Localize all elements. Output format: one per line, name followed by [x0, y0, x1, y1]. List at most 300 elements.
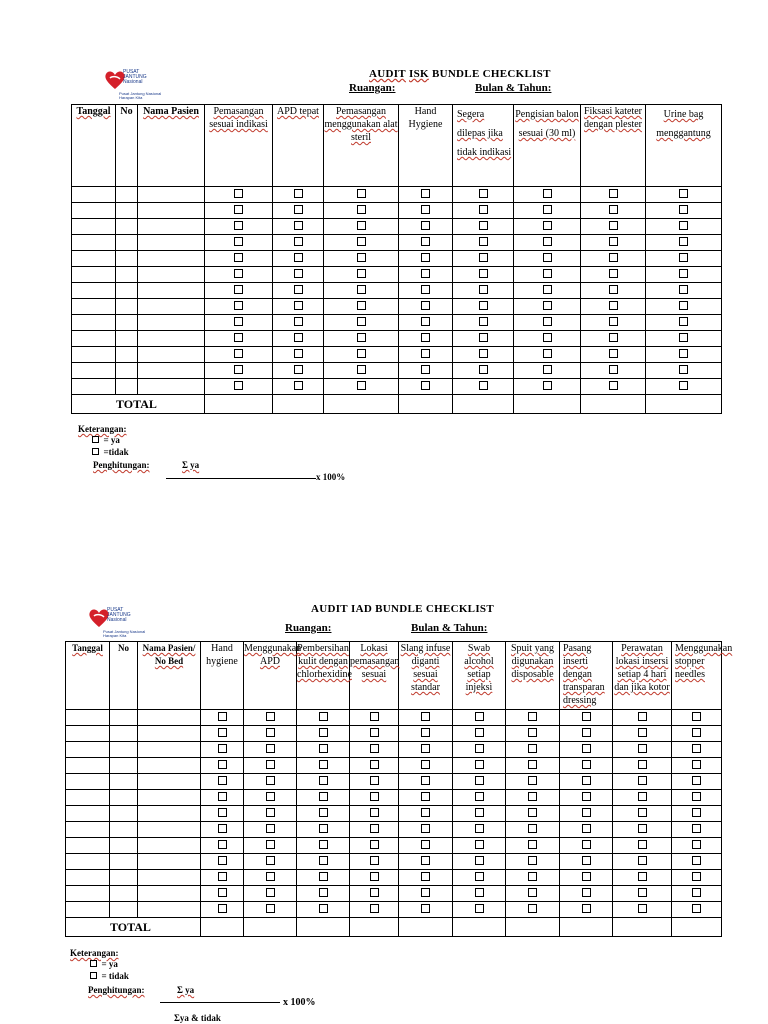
- entry-cell[interactable]: [66, 902, 110, 918]
- checkbox-icon[interactable]: [528, 760, 537, 769]
- checkbox-cell[interactable]: [399, 822, 453, 838]
- entry-cell[interactable]: [72, 219, 116, 235]
- checkbox-icon[interactable]: [609, 301, 618, 310]
- checkbox-icon[interactable]: [234, 333, 243, 342]
- checkbox-cell[interactable]: [201, 806, 244, 822]
- checkbox-icon[interactable]: [357, 349, 366, 358]
- checkbox-icon[interactable]: [528, 744, 537, 753]
- checkbox-cell[interactable]: [672, 870, 722, 886]
- checkbox-icon[interactable]: [421, 285, 430, 294]
- checkbox-cell[interactable]: [273, 363, 324, 379]
- checkbox-cell[interactable]: [273, 379, 324, 395]
- checkbox-icon[interactable]: [475, 744, 484, 753]
- entry-cell[interactable]: [116, 363, 138, 379]
- checkbox-cell[interactable]: [399, 379, 453, 395]
- checkbox-cell[interactable]: [350, 822, 399, 838]
- entry-cell[interactable]: [138, 315, 205, 331]
- checkbox-cell[interactable]: [244, 822, 297, 838]
- checkbox-cell[interactable]: [399, 363, 453, 379]
- checkbox-icon[interactable]: [357, 365, 366, 374]
- checkbox-icon[interactable]: [421, 888, 430, 897]
- checkbox-icon[interactable]: [528, 888, 537, 897]
- checkbox-icon[interactable]: [370, 760, 379, 769]
- entry-cell[interactable]: [110, 870, 138, 886]
- checkbox-cell[interactable]: [205, 283, 273, 299]
- checkbox-icon[interactable]: [357, 221, 366, 230]
- entry-cell[interactable]: [72, 235, 116, 251]
- checkbox-cell[interactable]: [350, 886, 399, 902]
- checkbox-icon[interactable]: [357, 189, 366, 198]
- checkbox-cell[interactable]: [560, 838, 613, 854]
- checkbox-icon[interactable]: [421, 712, 430, 721]
- checkbox-icon[interactable]: [528, 904, 537, 913]
- entry-cell[interactable]: [138, 870, 201, 886]
- entry-cell[interactable]: [116, 331, 138, 347]
- checkbox-icon[interactable]: [543, 365, 552, 374]
- checkbox-icon[interactable]: [528, 776, 537, 785]
- checkbox-icon[interactable]: [234, 349, 243, 358]
- checkbox-icon[interactable]: [370, 904, 379, 913]
- entry-cell[interactable]: [138, 902, 201, 918]
- entry-cell[interactable]: [138, 219, 205, 235]
- checkbox-icon[interactable]: [218, 824, 227, 833]
- checkbox-icon[interactable]: [421, 205, 430, 214]
- checkbox-icon[interactable]: [528, 872, 537, 881]
- checkbox-cell[interactable]: [297, 870, 350, 886]
- checkbox-cell[interactable]: [399, 203, 453, 219]
- checkbox-cell[interactable]: [297, 854, 350, 870]
- checkbox-icon[interactable]: [479, 301, 488, 310]
- checkbox-icon[interactable]: [218, 776, 227, 785]
- checkbox-icon[interactable]: [357, 253, 366, 262]
- checkbox-icon[interactable]: [475, 728, 484, 737]
- entry-cell[interactable]: [116, 379, 138, 395]
- checkbox-cell[interactable]: [453, 742, 506, 758]
- checkbox-cell[interactable]: [613, 710, 672, 726]
- entry-cell[interactable]: [116, 299, 138, 315]
- checkbox-icon[interactable]: [692, 808, 701, 817]
- checkbox-cell[interactable]: [350, 758, 399, 774]
- entry-cell[interactable]: [110, 886, 138, 902]
- checkbox-cell[interactable]: [646, 347, 722, 363]
- checkbox-icon[interactable]: [475, 712, 484, 721]
- checkbox-icon[interactable]: [319, 808, 328, 817]
- checkbox-icon[interactable]: [609, 269, 618, 278]
- checkbox-icon[interactable]: [679, 221, 688, 230]
- checkbox-icon[interactable]: [479, 221, 488, 230]
- checkbox-cell[interactable]: [399, 742, 453, 758]
- checkbox-cell[interactable]: [613, 838, 672, 854]
- checkbox-cell[interactable]: [350, 774, 399, 790]
- checkbox-icon[interactable]: [319, 856, 328, 865]
- checkbox-cell[interactable]: [244, 870, 297, 886]
- checkbox-icon[interactable]: [234, 365, 243, 374]
- checkbox-icon[interactable]: [370, 792, 379, 801]
- checkbox-cell[interactable]: [506, 790, 560, 806]
- checkbox-cell[interactable]: [453, 267, 514, 283]
- checkbox-cell[interactable]: [514, 187, 581, 203]
- checkbox-cell[interactable]: [453, 283, 514, 299]
- checkbox-icon[interactable]: [609, 205, 618, 214]
- checkbox-icon[interactable]: [319, 888, 328, 897]
- checkbox-cell[interactable]: [324, 299, 399, 315]
- entry-cell[interactable]: [110, 742, 138, 758]
- checkbox-icon[interactable]: [692, 824, 701, 833]
- checkbox-cell[interactable]: [506, 774, 560, 790]
- checkbox-icon[interactable]: [234, 285, 243, 294]
- checkbox-icon[interactable]: [319, 760, 328, 769]
- checkbox-cell[interactable]: [399, 710, 453, 726]
- checkbox-cell[interactable]: [399, 347, 453, 363]
- total-cell[interactable]: [201, 918, 244, 937]
- entry-cell[interactable]: [72, 251, 116, 267]
- checkbox-icon[interactable]: [421, 808, 430, 817]
- checkbox-cell[interactable]: [205, 363, 273, 379]
- checkbox-icon[interactable]: [319, 712, 328, 721]
- checkbox-cell[interactable]: [453, 710, 506, 726]
- checkbox-cell[interactable]: [399, 886, 453, 902]
- entry-cell[interactable]: [138, 758, 201, 774]
- checkbox-cell[interactable]: [399, 331, 453, 347]
- checkbox-cell[interactable]: [646, 187, 722, 203]
- entry-cell[interactable]: [116, 235, 138, 251]
- checkbox-icon[interactable]: [294, 237, 303, 246]
- entry-cell[interactable]: [138, 283, 205, 299]
- checkbox-cell[interactable]: [201, 758, 244, 774]
- checkbox-icon[interactable]: [319, 840, 328, 849]
- entry-cell[interactable]: [72, 363, 116, 379]
- checkbox-icon[interactable]: [692, 872, 701, 881]
- entry-cell[interactable]: [116, 219, 138, 235]
- checkbox-icon[interactable]: [679, 365, 688, 374]
- checkbox-cell[interactable]: [201, 742, 244, 758]
- checkbox-icon[interactable]: [421, 269, 430, 278]
- checkbox-cell[interactable]: [560, 870, 613, 886]
- checkbox-icon[interactable]: [692, 712, 701, 721]
- entry-cell[interactable]: [110, 710, 138, 726]
- checkbox-cell[interactable]: [201, 774, 244, 790]
- checkbox-icon[interactable]: [370, 712, 379, 721]
- checkbox-icon[interactable]: [543, 381, 552, 390]
- checkbox-icon[interactable]: [543, 205, 552, 214]
- checkbox-icon[interactable]: [638, 904, 647, 913]
- checkbox-icon[interactable]: [266, 824, 275, 833]
- entry-cell[interactable]: [110, 902, 138, 918]
- checkbox-icon[interactable]: [294, 317, 303, 326]
- checkbox-cell[interactable]: [453, 203, 514, 219]
- checkbox-icon[interactable]: [679, 333, 688, 342]
- checkbox-icon[interactable]: [479, 349, 488, 358]
- total-cell[interactable]: [672, 918, 722, 937]
- checkbox-cell[interactable]: [399, 854, 453, 870]
- entry-cell[interactable]: [138, 251, 205, 267]
- checkbox-icon[interactable]: [421, 237, 430, 246]
- checkbox-icon[interactable]: [266, 904, 275, 913]
- checkbox-cell[interactable]: [399, 902, 453, 918]
- checkbox-icon[interactable]: [319, 904, 328, 913]
- entry-cell[interactable]: [116, 203, 138, 219]
- checkbox-cell[interactable]: [399, 187, 453, 203]
- checkbox-icon[interactable]: [266, 728, 275, 737]
- entry-cell[interactable]: [116, 315, 138, 331]
- total-cell[interactable]: [560, 918, 613, 937]
- checkbox-cell[interactable]: [506, 726, 560, 742]
- checkbox-cell[interactable]: [399, 267, 453, 283]
- entry-cell[interactable]: [72, 267, 116, 283]
- entry-cell[interactable]: [110, 790, 138, 806]
- checkbox-cell[interactable]: [273, 187, 324, 203]
- checkbox-cell[interactable]: [613, 870, 672, 886]
- checkbox-cell[interactable]: [506, 822, 560, 838]
- checkbox-cell[interactable]: [453, 187, 514, 203]
- checkbox-cell[interactable]: [646, 267, 722, 283]
- checkbox-icon[interactable]: [638, 760, 647, 769]
- checkbox-icon[interactable]: [582, 824, 591, 833]
- checkbox-cell[interactable]: [244, 758, 297, 774]
- checkbox-cell[interactable]: [205, 251, 273, 267]
- checkbox-icon[interactable]: [421, 301, 430, 310]
- checkbox-icon[interactable]: [357, 301, 366, 310]
- checkbox-cell[interactable]: [506, 742, 560, 758]
- entry-cell[interactable]: [72, 187, 116, 203]
- checkbox-icon[interactable]: [319, 728, 328, 737]
- checkbox-icon[interactable]: [582, 728, 591, 737]
- checkbox-icon[interactable]: [582, 856, 591, 865]
- checkbox-icon[interactable]: [266, 760, 275, 769]
- total-cell[interactable]: [324, 395, 399, 414]
- checkbox-cell[interactable]: [453, 251, 514, 267]
- checkbox-icon[interactable]: [357, 333, 366, 342]
- checkbox-icon[interactable]: [582, 776, 591, 785]
- checkbox-cell[interactable]: [506, 854, 560, 870]
- checkbox-cell[interactable]: [672, 790, 722, 806]
- entry-cell[interactable]: [138, 187, 205, 203]
- checkbox-icon[interactable]: [692, 856, 701, 865]
- checkbox-icon[interactable]: [266, 808, 275, 817]
- checkbox-icon[interactable]: [357, 205, 366, 214]
- checkbox-icon[interactable]: [679, 349, 688, 358]
- checkbox-cell[interactable]: [581, 235, 646, 251]
- checkbox-icon[interactable]: [266, 872, 275, 881]
- checkbox-cell[interactable]: [273, 283, 324, 299]
- checkbox-icon[interactable]: [609, 253, 618, 262]
- checkbox-cell[interactable]: [399, 806, 453, 822]
- entry-cell[interactable]: [66, 838, 110, 854]
- checkbox-cell[interactable]: [205, 379, 273, 395]
- checkbox-icon[interactable]: [475, 792, 484, 801]
- checkbox-icon[interactable]: [234, 253, 243, 262]
- checkbox-icon[interactable]: [679, 285, 688, 294]
- entry-cell[interactable]: [72, 347, 116, 363]
- entry-cell[interactable]: [72, 283, 116, 299]
- checkbox-icon[interactable]: [421, 792, 430, 801]
- total-cell[interactable]: [273, 395, 324, 414]
- checkbox-icon[interactable]: [543, 349, 552, 358]
- checkbox-icon[interactable]: [266, 856, 275, 865]
- checkbox-cell[interactable]: [273, 267, 324, 283]
- checkbox-icon[interactable]: [638, 712, 647, 721]
- checkbox-cell[interactable]: [506, 902, 560, 918]
- checkbox-cell[interactable]: [453, 331, 514, 347]
- checkbox-cell[interactable]: [646, 283, 722, 299]
- checkbox-cell[interactable]: [350, 870, 399, 886]
- checkbox-cell[interactable]: [350, 790, 399, 806]
- checkbox-icon[interactable]: [218, 840, 227, 849]
- checkbox-cell[interactable]: [646, 363, 722, 379]
- checkbox-cell[interactable]: [581, 347, 646, 363]
- checkbox-icon[interactable]: [479, 317, 488, 326]
- checkbox-cell[interactable]: [273, 235, 324, 251]
- checkbox-icon[interactable]: [692, 840, 701, 849]
- checkbox-icon[interactable]: [294, 333, 303, 342]
- checkbox-cell[interactable]: [514, 379, 581, 395]
- checkbox-icon[interactable]: [319, 824, 328, 833]
- checkbox-cell[interactable]: [350, 902, 399, 918]
- checkbox-cell[interactable]: [560, 710, 613, 726]
- checkbox-icon[interactable]: [638, 888, 647, 897]
- checkbox-cell[interactable]: [581, 315, 646, 331]
- checkbox-icon[interactable]: [475, 760, 484, 769]
- checkbox-icon[interactable]: [479, 365, 488, 374]
- checkbox-icon[interactable]: [638, 776, 647, 785]
- checkbox-cell[interactable]: [201, 902, 244, 918]
- entry-cell[interactable]: [72, 299, 116, 315]
- checkbox-cell[interactable]: [506, 806, 560, 822]
- checkbox-cell[interactable]: [581, 363, 646, 379]
- checkbox-icon[interactable]: [679, 301, 688, 310]
- entry-cell[interactable]: [138, 203, 205, 219]
- checkbox-icon[interactable]: [421, 365, 430, 374]
- checkbox-icon[interactable]: [218, 792, 227, 801]
- checkbox-icon[interactable]: [218, 744, 227, 753]
- checkbox-icon[interactable]: [370, 888, 379, 897]
- checkbox-cell[interactable]: [244, 886, 297, 902]
- total-cell[interactable]: [514, 395, 581, 414]
- checkbox-icon[interactable]: [609, 285, 618, 294]
- checkbox-icon[interactable]: [543, 221, 552, 230]
- checkbox-icon[interactable]: [475, 824, 484, 833]
- checkbox-cell[interactable]: [672, 742, 722, 758]
- checkbox-cell[interactable]: [201, 854, 244, 870]
- checkbox-icon[interactable]: [582, 904, 591, 913]
- entry-cell[interactable]: [138, 742, 201, 758]
- checkbox-cell[interactable]: [672, 886, 722, 902]
- total-cell[interactable]: [205, 395, 273, 414]
- checkbox-icon[interactable]: [421, 872, 430, 881]
- checkbox-icon[interactable]: [319, 744, 328, 753]
- checkbox-cell[interactable]: [646, 315, 722, 331]
- checkbox-cell[interactable]: [273, 251, 324, 267]
- checkbox-cell[interactable]: [201, 870, 244, 886]
- checkbox-icon[interactable]: [679, 381, 688, 390]
- checkbox-cell[interactable]: [672, 854, 722, 870]
- checkbox-cell[interactable]: [324, 347, 399, 363]
- checkbox-icon[interactable]: [234, 381, 243, 390]
- checkbox-icon[interactable]: [475, 872, 484, 881]
- checkbox-icon[interactable]: [218, 904, 227, 913]
- checkbox-cell[interactable]: [453, 854, 506, 870]
- checkbox-cell[interactable]: [205, 299, 273, 315]
- checkbox-cell[interactable]: [205, 347, 273, 363]
- entry-cell[interactable]: [72, 331, 116, 347]
- checkbox-icon[interactable]: [679, 205, 688, 214]
- entry-cell[interactable]: [66, 886, 110, 902]
- checkbox-cell[interactable]: [514, 315, 581, 331]
- checkbox-cell[interactable]: [324, 283, 399, 299]
- entry-cell[interactable]: [138, 379, 205, 395]
- checkbox-icon[interactable]: [609, 381, 618, 390]
- checkbox-cell[interactable]: [613, 902, 672, 918]
- checkbox-cell[interactable]: [324, 267, 399, 283]
- checkbox-cell[interactable]: [560, 886, 613, 902]
- checkbox-cell[interactable]: [324, 251, 399, 267]
- checkbox-icon[interactable]: [357, 269, 366, 278]
- total-cell[interactable]: [613, 918, 672, 937]
- entry-cell[interactable]: [116, 251, 138, 267]
- entry-cell[interactable]: [116, 283, 138, 299]
- checkbox-cell[interactable]: [297, 902, 350, 918]
- checkbox-icon[interactable]: [357, 381, 366, 390]
- checkbox-icon[interactable]: [421, 253, 430, 262]
- checkbox-icon[interactable]: [234, 317, 243, 326]
- entry-cell[interactable]: [110, 774, 138, 790]
- entry-cell[interactable]: [138, 710, 201, 726]
- checkbox-icon[interactable]: [528, 712, 537, 721]
- checkbox-icon[interactable]: [543, 189, 552, 198]
- checkbox-cell[interactable]: [244, 806, 297, 822]
- entry-cell[interactable]: [66, 854, 110, 870]
- checkbox-cell[interactable]: [506, 838, 560, 854]
- checkbox-cell[interactable]: [297, 838, 350, 854]
- checkbox-cell[interactable]: [453, 822, 506, 838]
- checkbox-icon[interactable]: [266, 840, 275, 849]
- checkbox-cell[interactable]: [205, 267, 273, 283]
- entry-cell[interactable]: [138, 267, 205, 283]
- checkbox-icon[interactable]: [421, 744, 430, 753]
- checkbox-icon[interactable]: [421, 776, 430, 785]
- checkbox-cell[interactable]: [453, 219, 514, 235]
- entry-cell[interactable]: [110, 758, 138, 774]
- checkbox-cell[interactable]: [506, 886, 560, 902]
- checkbox-cell[interactable]: [453, 774, 506, 790]
- checkbox-icon[interactable]: [582, 840, 591, 849]
- checkbox-cell[interactable]: [453, 726, 506, 742]
- checkbox-icon[interactable]: [528, 856, 537, 865]
- checkbox-icon[interactable]: [638, 792, 647, 801]
- checkbox-icon[interactable]: [638, 824, 647, 833]
- checkbox-cell[interactable]: [297, 726, 350, 742]
- checkbox-cell[interactable]: [399, 870, 453, 886]
- entry-cell[interactable]: [66, 742, 110, 758]
- checkbox-cell[interactable]: [581, 203, 646, 219]
- checkbox-cell[interactable]: [324, 219, 399, 235]
- checkbox-cell[interactable]: [560, 902, 613, 918]
- checkbox-cell[interactable]: [581, 187, 646, 203]
- checkbox-cell[interactable]: [581, 283, 646, 299]
- checkbox-cell[interactable]: [350, 854, 399, 870]
- checkbox-cell[interactable]: [350, 806, 399, 822]
- checkbox-icon[interactable]: [543, 269, 552, 278]
- entry-cell[interactable]: [110, 822, 138, 838]
- checkbox-icon[interactable]: [370, 824, 379, 833]
- checkbox-cell[interactable]: [201, 886, 244, 902]
- checkbox-cell[interactable]: [399, 251, 453, 267]
- checkbox-icon[interactable]: [421, 904, 430, 913]
- checkbox-icon[interactable]: [266, 712, 275, 721]
- checkbox-icon[interactable]: [218, 712, 227, 721]
- checkbox-cell[interactable]: [324, 187, 399, 203]
- entry-cell[interactable]: [138, 726, 201, 742]
